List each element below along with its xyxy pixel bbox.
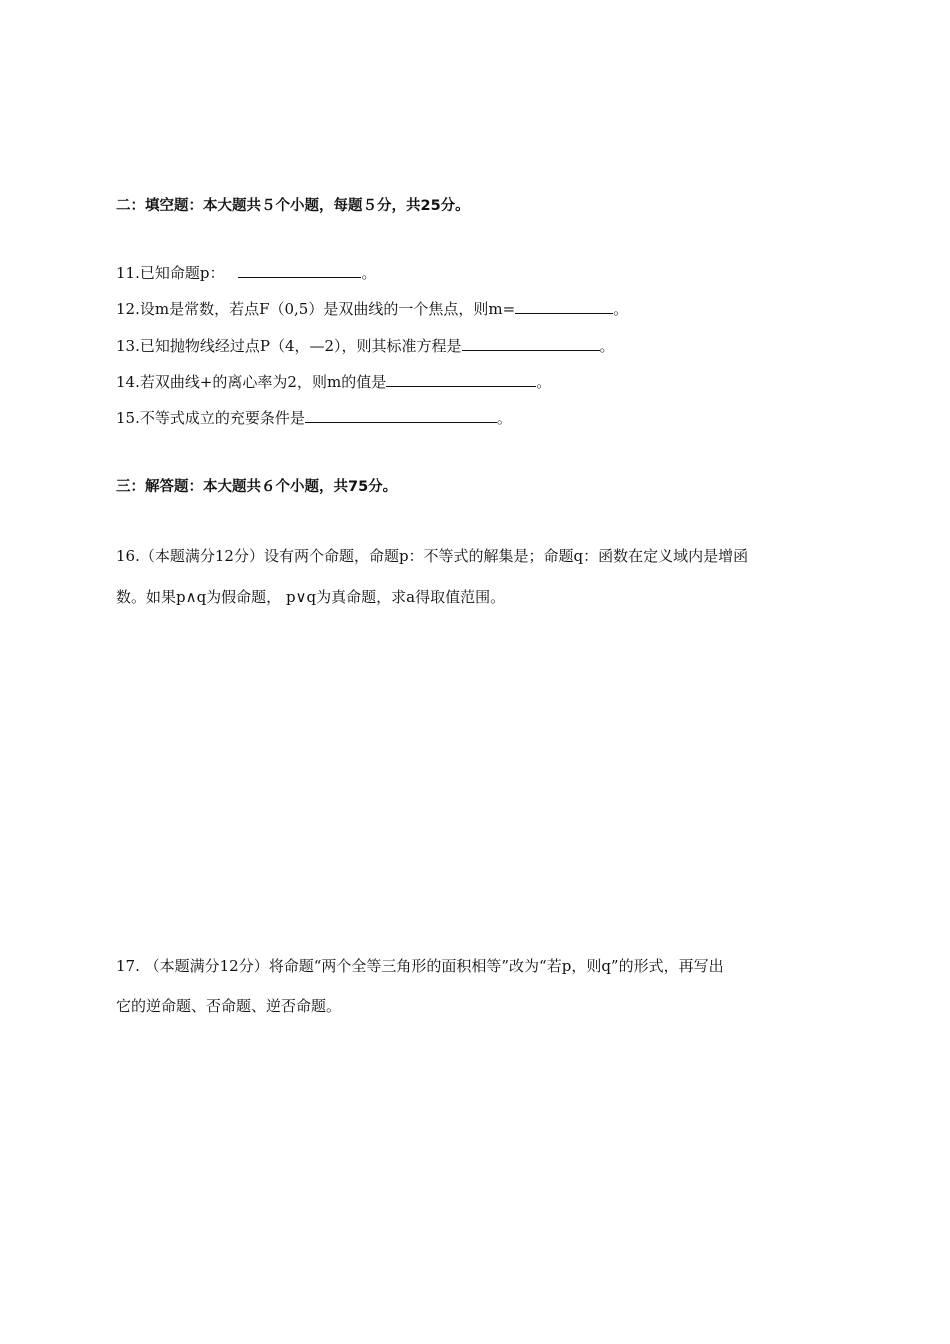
answer-blank-14 [386, 372, 536, 387]
question-16-line-2: 数。如果p∧q为假命题， p∨q为真命题，求a得取值范围。 [116, 588, 506, 606]
answer-blank-15 [305, 408, 497, 423]
question-13 [116, 336, 615, 356]
question-15 [116, 408, 512, 428]
question-13-end: 。 [599, 337, 615, 355]
question-11-end: 。 [361, 264, 377, 282]
question-11 [116, 263, 376, 283]
question-12 [116, 299, 628, 319]
question-16-line-1: 16.（本题满分12分）设有两个命题，命题p：不等式的解集是；命题q：函数在定义域内是增函 [116, 547, 749, 565]
section-heading-answer: 三：解答题：本大题共６个小题，共75分。 [116, 479, 398, 495]
question-17-line-1: 17. （本题满分12分）将命题“两个全等三角形的面积相等”改为“若p，则q”的形式，再写出 [116, 957, 724, 975]
question-15-end: 。 [496, 409, 512, 427]
question-15-text: 15.不等式成立的充要条件是 [116, 409, 305, 427]
question-14 [116, 372, 551, 392]
question-14-end: 。 [536, 373, 552, 391]
question-13-text: 13.已知抛物线经过点P（4，—2），则其标准方程是 [116, 337, 462, 355]
question-12-end: 。 [613, 300, 629, 318]
answer-blank-12 [515, 299, 613, 314]
question-17-line-2: 它的逆命题、否命题、逆否命题。 [116, 997, 342, 1015]
answer-blank-13 [462, 336, 600, 351]
question-12-text: 12.设m是常数，若点F（0,5）是双曲线的一个焦点，则m= [116, 300, 516, 318]
question-11-text: 11.已知命题p： [116, 264, 225, 282]
question-14-text: 14.若双曲线+的离心率为2，则m的值是 [116, 373, 387, 391]
section-heading-fill-in: 二：填空题：本大题共５个小题，每题５分，共25分。 [116, 198, 470, 214]
answer-blank-11 [238, 263, 361, 278]
